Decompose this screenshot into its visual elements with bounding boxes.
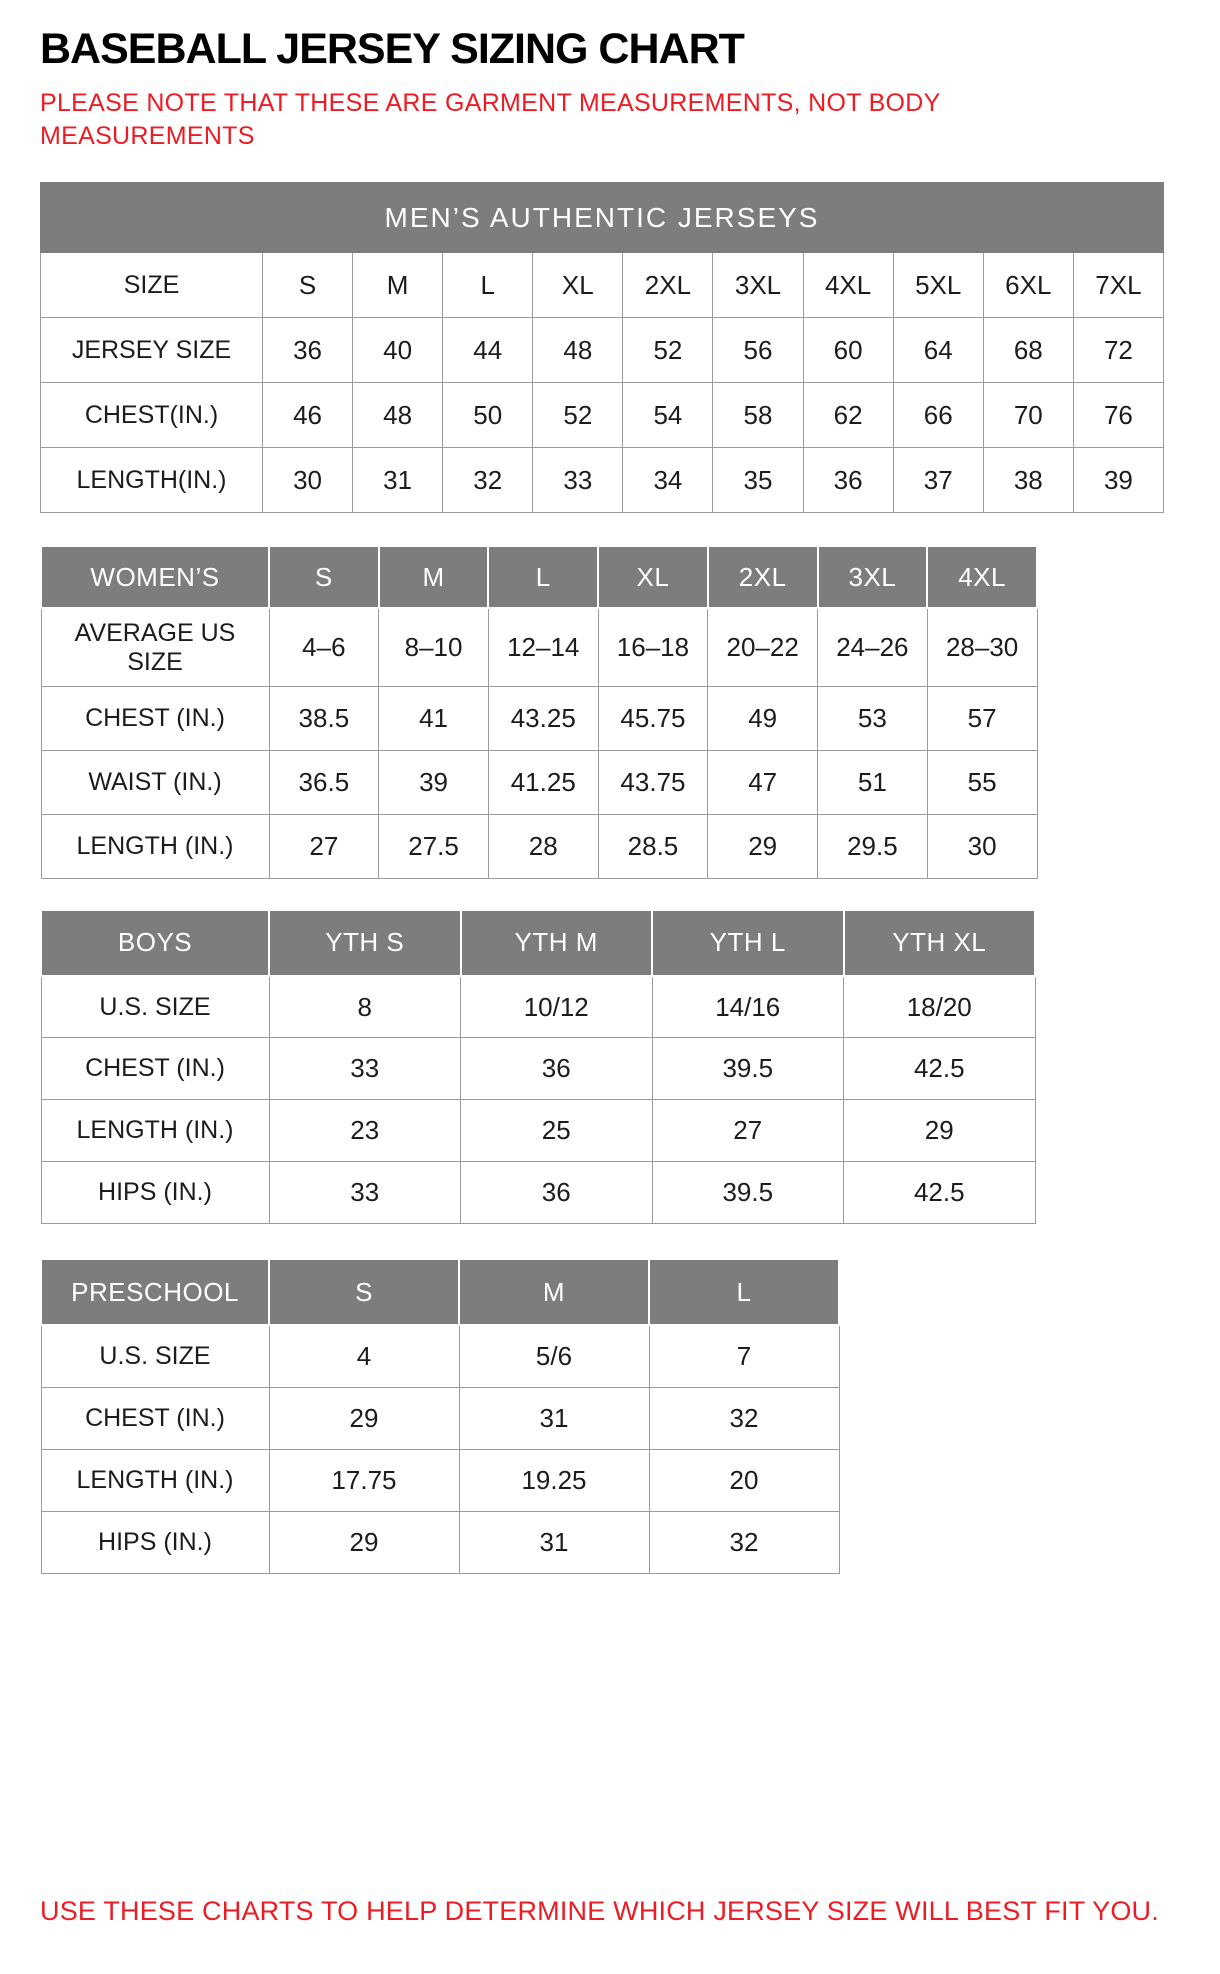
cell: 25: [461, 1100, 653, 1162]
cell: 70: [983, 383, 1073, 448]
cell: 42.5: [844, 1162, 1036, 1224]
cell: 23: [269, 1100, 461, 1162]
cell: 20–22: [708, 608, 818, 686]
garment-measurements-note: PLEASE NOTE THAT THESE ARE GARMENT MEASUREMENTS, NOT BODY MEASUREMENTS: [40, 89, 941, 150]
cell: 52: [623, 318, 713, 383]
cell: 54: [623, 383, 713, 448]
cell: 16–18: [598, 608, 708, 686]
cell: 4XL: [803, 253, 893, 318]
cell: 39: [379, 750, 489, 814]
table-row: [41, 1162, 1035, 1224]
col-header: YTH XL: [844, 910, 1036, 976]
cell: 5XL: [893, 253, 983, 318]
cell: 6XL: [983, 253, 1073, 318]
cell: 42.5: [844, 1038, 1036, 1100]
cell: 36: [263, 318, 353, 383]
cell: S: [263, 253, 353, 318]
table-header-row: [41, 546, 1037, 608]
cell: 18/20: [844, 976, 1036, 1038]
row-label: U.S. SIZE: [41, 976, 269, 1038]
col-header: L: [488, 546, 598, 608]
cell: 27.5: [379, 814, 489, 878]
cell: 33: [269, 1162, 461, 1224]
cell: 8: [269, 976, 461, 1038]
cell: 4: [269, 1325, 459, 1387]
womens-table-title: WOMEN’S: [41, 546, 269, 608]
table-row: [41, 1511, 839, 1573]
cell: 38.5: [269, 686, 379, 750]
row-label: LENGTH (IN.): [41, 1100, 269, 1162]
cell: 33: [269, 1038, 461, 1100]
row-label: CHEST (IN.): [41, 1038, 269, 1100]
col-header: 4XL: [927, 546, 1037, 608]
cell: 36.5: [269, 750, 379, 814]
cell: XL: [533, 253, 623, 318]
preschool-table-title: PRESCHOOL: [41, 1259, 269, 1325]
cell: 68: [983, 318, 1073, 383]
cell: 28–30: [927, 608, 1037, 686]
row-label: LENGTH(IN.): [41, 448, 263, 513]
cell: 57: [927, 686, 1037, 750]
table-row: [41, 750, 1037, 814]
cell: 36: [461, 1162, 653, 1224]
cell: 33: [533, 448, 623, 513]
col-header: M: [379, 546, 489, 608]
table-header-row: [41, 910, 1035, 976]
col-header: S: [269, 546, 379, 608]
cell: 45.75: [598, 686, 708, 750]
cell: 38: [983, 448, 1073, 513]
table-row: [41, 608, 1037, 686]
cell: 31: [353, 448, 443, 513]
cell: 32: [649, 1511, 839, 1573]
cell: 28.5: [598, 814, 708, 878]
cell: 36: [803, 448, 893, 513]
cell: 56: [713, 318, 803, 383]
table-row: [41, 976, 1035, 1038]
row-label: SIZE: [41, 253, 263, 318]
cell: 60: [803, 318, 893, 383]
page-title: BASEBALL JERSEY SIZING CHART: [40, 25, 744, 73]
cell: 29: [269, 1511, 459, 1573]
cell: 43.25: [488, 686, 598, 750]
row-label: CHEST (IN.): [41, 1387, 269, 1449]
table-row: [41, 814, 1037, 878]
cell: 41.25: [488, 750, 598, 814]
table-row: [41, 1038, 1035, 1100]
cell: 40: [353, 318, 443, 383]
table-row: [41, 1449, 839, 1511]
col-header: M: [459, 1259, 649, 1325]
cell: 39.5: [652, 1038, 844, 1100]
cell: L: [443, 253, 533, 318]
cell: 2XL: [623, 253, 713, 318]
cell: 66: [893, 383, 983, 448]
table-header-row: [41, 1259, 839, 1325]
row-label: LENGTH (IN.): [41, 1449, 269, 1511]
cell: 14/16: [652, 976, 844, 1038]
cell: 39: [1073, 448, 1163, 513]
cell: 43.75: [598, 750, 708, 814]
cell: 50: [443, 383, 533, 448]
cell: 30: [927, 814, 1037, 878]
cell: 29: [708, 814, 818, 878]
row-label: U.S. SIZE: [41, 1325, 269, 1387]
col-header: YTH L: [652, 910, 844, 976]
cell: 41: [379, 686, 489, 750]
row-label: CHEST(IN.): [41, 383, 263, 448]
cell: 55: [927, 750, 1037, 814]
fit-advice-footer: USE THESE CHARTS TO HELP DETERMINE WHICH JERSEY SIZE WILL BEST FIT YOU.: [40, 1896, 1159, 1926]
col-header: XL: [598, 546, 708, 608]
cell: 27: [269, 814, 379, 878]
cell: 29.5: [818, 814, 928, 878]
cell: 36: [461, 1038, 653, 1100]
table-row: [41, 318, 1164, 383]
cell: 76: [1073, 383, 1163, 448]
cell: 12–14: [488, 608, 598, 686]
cell: 30: [263, 448, 353, 513]
table-row: [41, 686, 1037, 750]
cell: 47: [708, 750, 818, 814]
cell: 7: [649, 1325, 839, 1387]
cell: 52: [533, 383, 623, 448]
table-header-row: [41, 183, 1164, 253]
cell: 8–10: [379, 608, 489, 686]
row-label: HIPS (IN.): [41, 1511, 269, 1573]
col-header: 3XL: [818, 546, 928, 608]
boys-table: [40, 909, 1036, 1225]
cell: 32: [443, 448, 533, 513]
cell: 53: [818, 686, 928, 750]
cell: M: [353, 253, 443, 318]
cell: 7XL: [1073, 253, 1163, 318]
boys-table-title: BOYS: [41, 910, 269, 976]
cell: 34: [623, 448, 713, 513]
mens-table: [40, 182, 1164, 513]
mens-table-title: MEN’S AUTHENTIC JERSEYS: [41, 183, 1164, 253]
cell: 62: [803, 383, 893, 448]
col-header: S: [269, 1259, 459, 1325]
table-row: [41, 1387, 839, 1449]
row-label: AVERAGE US SIZE: [41, 608, 269, 686]
cell: 32: [649, 1387, 839, 1449]
cell: 39.5: [652, 1162, 844, 1224]
cell: 29: [269, 1387, 459, 1449]
cell: 4–6: [269, 608, 379, 686]
table-row: [41, 1325, 839, 1387]
cell: 3XL: [713, 253, 803, 318]
row-label: JERSEY SIZE: [41, 318, 263, 383]
cell: 24–26: [818, 608, 928, 686]
cell: 10/12: [461, 976, 653, 1038]
col-header: YTH M: [461, 910, 653, 976]
cell: 17.75: [269, 1449, 459, 1511]
col-header: 2XL: [708, 546, 818, 608]
cell: 46: [263, 383, 353, 448]
cell: 35: [713, 448, 803, 513]
preschool-table: [40, 1258, 840, 1574]
table-row: [41, 383, 1164, 448]
cell: 19.25: [459, 1449, 649, 1511]
cell: 49: [708, 686, 818, 750]
cell: 27: [652, 1100, 844, 1162]
table-row: [41, 1100, 1035, 1162]
row-label: WAIST (IN.): [41, 750, 269, 814]
cell: 44: [443, 318, 533, 383]
cell: 48: [533, 318, 623, 383]
cell: 28: [488, 814, 598, 878]
row-label: HIPS (IN.): [41, 1162, 269, 1224]
cell: 31: [459, 1387, 649, 1449]
cell: 64: [893, 318, 983, 383]
cell: 29: [844, 1100, 1036, 1162]
cell: 20: [649, 1449, 839, 1511]
womens-table: [40, 545, 1038, 879]
col-header: YTH S: [269, 910, 461, 976]
cell: 51: [818, 750, 928, 814]
table-row: [41, 253, 1164, 318]
table-row: [41, 448, 1164, 513]
cell: 58: [713, 383, 803, 448]
cell: 37: [893, 448, 983, 513]
cell: 72: [1073, 318, 1163, 383]
cell: 48: [353, 383, 443, 448]
cell: 31: [459, 1511, 649, 1573]
cell: 5/6: [459, 1325, 649, 1387]
row-label: LENGTH (IN.): [41, 814, 269, 878]
col-header: L: [649, 1259, 839, 1325]
row-label: CHEST (IN.): [41, 686, 269, 750]
